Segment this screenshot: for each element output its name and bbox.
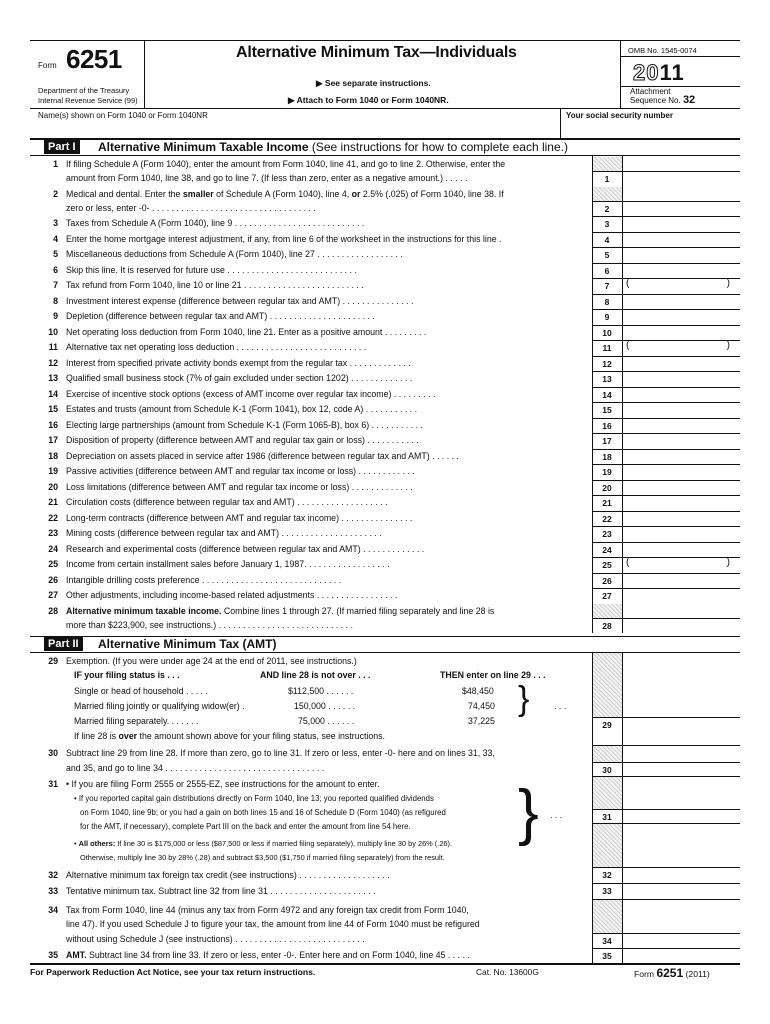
line-box-12: 12 xyxy=(602,358,612,369)
line-box-4: 4 xyxy=(604,234,610,245)
line-33-amount[interactable] xyxy=(622,884,740,899)
sequence-number: 32 xyxy=(682,94,696,106)
status-single: Single or head of household . . . . . xyxy=(74,686,208,696)
line-box-13: 13 xyxy=(602,374,612,384)
line-box-1: 1 xyxy=(604,174,610,184)
line-number: 20 xyxy=(48,481,58,492)
line-text: Net operating loss deduction from Form 1040, line 21. Enter as a positive amount . . . . . . . . . xyxy=(66,326,427,337)
line-1-amount[interactable] xyxy=(622,172,740,186)
line-box-24: 24 xyxy=(602,544,612,555)
line-box-14: 14 xyxy=(602,389,612,400)
line-box-15: 15 xyxy=(602,405,612,415)
close-paren-icon: ) xyxy=(726,557,730,568)
line-text: Skip this line. It is reserved for future use . . . . . . . . . . . . . . . . . . . . . . . . . . . xyxy=(66,264,357,275)
line-text: Enter the home mortgage interest adjustment, if any, from line 6 of the worksheet in the instructions for this line . xyxy=(66,233,502,244)
part-2-tag: Part II xyxy=(44,637,83,651)
line-text: Disposition of property (difference between AMT and regular tax gain or loss) . . . . . . . . . . . xyxy=(66,435,419,445)
line-number: 5 xyxy=(53,249,58,259)
line-number: 21 xyxy=(48,497,58,507)
line-32-text: Alternative minimum tax foreign tax credit (see instructions) . . . . . . . . . . . . . . . . . . . xyxy=(66,870,390,880)
line-box-2: 2 xyxy=(604,203,610,214)
line-number: 16 xyxy=(48,419,58,430)
line-box-18: 18 xyxy=(602,451,612,462)
line-box-20: 20 xyxy=(602,482,612,493)
shaded-area xyxy=(592,187,622,202)
line-5-amount[interactable] xyxy=(622,248,740,262)
line-box-8: 8 xyxy=(604,296,610,307)
line-number: 7 xyxy=(53,280,58,290)
line-text: Alternative minimum taxable income. Combine lines 1 through 27. (If married filing separately and line 28 is xyxy=(66,605,495,616)
line-box-34: 34 xyxy=(602,936,612,946)
line-30-text: Subtract line 29 from line 28. If more than zero, go to line 31. If zero or less, enter -0- here and on lines 31, 33, xyxy=(66,748,495,758)
limit-married-jointly: 150,000 . . . . . . xyxy=(294,701,356,711)
line-number: 8 xyxy=(53,295,58,306)
line-number: 2 xyxy=(53,188,58,199)
status-married-jointly: Married filing jointly or qualifying widow(er) . xyxy=(74,701,245,711)
line-14-amount[interactable] xyxy=(622,388,740,402)
line-20-amount[interactable] xyxy=(622,481,740,495)
line-30-amount[interactable] xyxy=(622,762,740,777)
attachment-sequence xyxy=(630,87,695,105)
line-16-amount[interactable] xyxy=(622,419,740,433)
line-35-text: AMT. Subtract line 34 from line 33. If zero or less, enter -0-. Enter here and on Form 1040, line 45 . . . . . xyxy=(66,950,470,960)
omb-number: OMB No. 1545-0074 xyxy=(628,46,697,55)
line-text: Other adjustments, including income-based related adjustments . . . . . . . . . . . . . . . . . xyxy=(66,590,398,600)
line-box-30: 30 xyxy=(592,762,622,777)
line-text: Mining costs (difference between regular tax and AMT) . . . . . . . . . . . . . . . . . . . . . xyxy=(66,528,382,538)
department-line-1: Department of the Treasury xyxy=(38,86,130,95)
line-34-text-3: without using Schedule J (see instructions) . . . . . . . . . . . . . . . . . . . . . . . . . . . xyxy=(66,934,365,944)
line-box-10: 10 xyxy=(602,327,612,338)
footer-year: (2011) xyxy=(685,969,710,979)
year-prefix: 20 xyxy=(633,60,660,85)
attachment-label: Attachment xyxy=(630,87,671,96)
line-number: 32 xyxy=(48,870,58,880)
line-number: 30 xyxy=(48,748,58,758)
attach-note: ▶ Attach to Form 1040 or Form 1040NR. xyxy=(288,95,449,105)
line-box-9: 9 xyxy=(604,312,610,322)
part-1-title xyxy=(98,140,568,154)
line-text-2: amount from Form 1040, line 38, and go to line 7. (If less than zero, enter as a negative amount.) . . . . . xyxy=(66,173,468,183)
line-text: Qualified small business stock (7% of gain excluded under section 1202) . . . . . . . . . . . . . xyxy=(66,373,413,383)
line-33-text: Tentative minimum tax. Subtract line 32 from line 31 . . . . . . . . . . . . . . . . . . . . . . xyxy=(66,886,376,896)
line-text-2: zero or less, enter -0- . . . . . . . . . . . . . . . . . . . . . . . . . . . . . . . . . . xyxy=(66,202,316,213)
col-filing-status: IF your filing status is . . . xyxy=(74,670,180,680)
line-29-note: If line 28 is over the amount shown above for your filing status, see instructions. xyxy=(74,731,386,741)
line-text: Interest from specified private activity bonds exempt from the regular tax . . . . . . . . . . . . . xyxy=(66,357,411,368)
line-4-amount[interactable] xyxy=(622,233,740,247)
line-number: 31 xyxy=(48,779,58,789)
line-number: 19 xyxy=(48,466,58,476)
name-field[interactable] xyxy=(38,122,558,136)
line-31-bullet-1: • If you are filing Form 2555 or 2555-EZ, see instructions for the amount to enter. xyxy=(66,779,380,789)
line-box-29: 29 xyxy=(592,717,622,732)
department-line-2: Internal Revenue Service (99) xyxy=(38,96,138,105)
see-instructions: ▶ See separate instructions. xyxy=(316,78,431,88)
line-text: Estates and trusts (amount from Schedule K-1 (Form 1041), box 12, code A) . . . . . . . . . . . xyxy=(66,404,418,414)
line-13-amount[interactable] xyxy=(622,372,740,386)
part-2-title: Alternative Minimum Tax (AMT) xyxy=(98,637,277,651)
close-paren-icon: ) xyxy=(726,340,730,351)
shaded-area xyxy=(592,900,622,933)
open-paren-icon: ( xyxy=(626,340,630,351)
line-31-dots: . . . xyxy=(550,810,563,820)
line-number: 12 xyxy=(48,357,58,368)
line-number: 11 xyxy=(48,342,58,352)
line-number: 9 xyxy=(53,311,58,321)
line-text: Circulation costs (difference between regular tax and AMT) . . . . . . . . . . . . . . . . . . . xyxy=(66,497,388,507)
line-number: 29 xyxy=(48,656,58,666)
line-number: 26 xyxy=(48,574,58,585)
line-box-28: 28 xyxy=(602,620,612,631)
line-28-amount[interactable] xyxy=(622,619,740,633)
line-30-text-2: and 35, and go to line 34 . . . . . . . . . . . . . . . . . . . . . . . . . . . . . . . . . xyxy=(66,763,325,773)
line-number: 25 xyxy=(48,559,58,569)
line-26-amount[interactable] xyxy=(622,574,740,588)
line-number: 14 xyxy=(48,388,58,399)
col-line-29-amount: THEN enter on line 29 . . . xyxy=(440,670,546,680)
line-31-amount[interactable] xyxy=(622,809,740,824)
line-number: 17 xyxy=(48,435,58,445)
line-box-3: 3 xyxy=(604,219,610,229)
line-34-text: Tax from Form 1040, line 44 (minus any tax from Form 4972 and any foreign tax credit from Form 1040, xyxy=(66,905,469,915)
open-paren-icon: ( xyxy=(626,557,630,568)
line-29-dots: . . . xyxy=(554,701,567,711)
line-box-5: 5 xyxy=(604,250,610,260)
line-34-amount[interactable] xyxy=(622,934,740,948)
form-number: 6251 xyxy=(66,44,122,74)
line-text: Income from certain installment sales before January 1, 1987. . . . . . . . . . . . . . . . . . xyxy=(66,559,390,569)
line-32-amount[interactable] xyxy=(622,868,740,883)
line-text: Intangible drilling costs preference . . . . . . . . . . . . . . . . . . . . . . . . . . . . . xyxy=(66,574,342,585)
line-box-32: 32 xyxy=(602,870,612,880)
line-box-31: 31 xyxy=(592,809,622,824)
line-number: 24 xyxy=(48,543,58,554)
line-6-amount[interactable] xyxy=(622,264,740,278)
open-paren-icon: ( xyxy=(626,278,630,289)
line-number: 27 xyxy=(48,590,58,600)
line-number: 33 xyxy=(48,886,58,896)
tax-year xyxy=(633,60,685,86)
line-text: Electing large partnerships (amount from Schedule K-1 (Form 1065-B), box 6) . . . . . . . . . . . xyxy=(66,419,423,430)
line-number: 10 xyxy=(48,326,58,337)
line-21-amount[interactable] xyxy=(622,496,740,510)
limit-married-separately: 75,000 . . . . . . xyxy=(298,716,355,726)
line-box-21: 21 xyxy=(602,498,612,508)
line-15-amount[interactable] xyxy=(622,403,740,417)
line-box-11: 11 xyxy=(602,343,612,353)
line-31-bullet-2b: on Form 1040, line 9b; or you had a gain on both lines 15 and 16 of Schedule D (Form 1040) (as refigured xyxy=(80,808,446,817)
part-1-title-note: (See instructions for how to complete each line.) xyxy=(311,140,568,154)
line-box-35: 35 xyxy=(602,951,612,961)
status-married-separately: Married filing separately. . . . . . . xyxy=(74,716,199,726)
line-text: Medical and dental. Enter the smaller of Schedule A (Form 1040), line 4, or 2.5% (.025) of Form 1040, line 38. If xyxy=(66,188,504,199)
line-text: Alternative tax net operating loss deduction . . . . . . . . . . . . . . . . . . . . . . . . . . . xyxy=(66,342,367,352)
form-label: Form xyxy=(38,61,57,70)
line-text-2: more than $223,900, see instructions.) . . . . . . . . . . . . . . . . . . . . . . . . . . . . xyxy=(66,619,353,630)
line-box-26: 26 xyxy=(602,575,612,586)
shaded-area xyxy=(592,604,622,619)
line-31-bullet-3a: • All others: If line 30 is $175,000 or less ($87,500 or less if married filing separately), multiply line 30 by 26% (.26). xyxy=(74,839,453,848)
line-24-amount[interactable] xyxy=(622,543,740,557)
line-11-amount[interactable] xyxy=(622,341,740,355)
line-text: If filing Schedule A (Form 1040), enter the amount from Form 1040, line 41, and go to line 2. Otherwise, enter the xyxy=(66,159,506,169)
footer-form-number: 6251 xyxy=(656,966,684,980)
line-27-amount[interactable] xyxy=(622,589,740,603)
line-box-33: 33 xyxy=(602,886,612,896)
line-34-text-2: line 47). If you used Schedule J to figure your tax, the amount from line 44 of Form 1040 must be refigured xyxy=(66,919,480,929)
line-text: Loss limitations (difference between AMT and regular tax income or loss) . . . . . . . . . . . . . xyxy=(66,481,413,492)
exemption-married-jointly: 74,450 xyxy=(468,701,495,711)
line-text: Tax refund from Form 1040, line 10 or line 21 . . . . . . . . . . . . . . . . . . . . . . . . . xyxy=(66,280,364,290)
line-text: Depreciation on assets placed in service after 1986 (difference between regular tax and AMT) . . . . . . xyxy=(66,450,459,461)
line-7-amount[interactable] xyxy=(622,279,740,293)
line-box-19: 19 xyxy=(602,467,612,477)
catalog-number: Cat. No. 13600G xyxy=(476,967,539,977)
line-box-25: 25 xyxy=(602,560,612,570)
line-number: 1 xyxy=(53,159,58,169)
ssn-label: Your social security number xyxy=(566,111,673,120)
line-2-amount[interactable] xyxy=(622,202,740,216)
close-paren-icon: ) xyxy=(726,278,730,289)
form-6251 xyxy=(30,40,740,990)
footer-form-id xyxy=(634,966,710,980)
line-text: Investment interest expense (difference between regular tax and AMT) . . . . . . . . . . . . . . . xyxy=(66,295,414,306)
line-18-amount[interactable] xyxy=(622,450,740,464)
line-text: Research and experimental costs (difference between regular tax and AMT) . . . . . . . . . . . . . xyxy=(66,543,425,554)
line-25-amount[interactable] xyxy=(622,558,740,572)
line-35-amount[interactable] xyxy=(622,949,740,963)
line-number: 13 xyxy=(48,373,58,383)
line-number: 23 xyxy=(48,528,58,538)
line-31-bullet-3b: Otherwise, multiply line 30 by 28% (.28) and subtract $3,500 ($1,750 if married filing separately) from the result. xyxy=(80,853,445,862)
line-number: 28 xyxy=(48,605,58,616)
line-number: 35 xyxy=(48,950,58,960)
line-number: 3 xyxy=(53,218,58,228)
line-number: 22 xyxy=(48,512,58,523)
shaded-area xyxy=(592,824,622,867)
part-1-tag: Part I xyxy=(44,140,80,154)
line-text: Long-term contracts (difference between AMT and regular tax income) . . . . . . . . . . . . . . . xyxy=(66,512,413,523)
line-9-amount[interactable] xyxy=(622,310,740,324)
line-12-amount[interactable] xyxy=(622,357,740,371)
line-text: Miscellaneous deductions from Schedule A (Form 1040), line 27 . . . . . . . . . . . . . . . . . . xyxy=(66,249,403,259)
line-box-7: 7 xyxy=(604,281,610,291)
part-1-title-text: Alternative Minimum Taxable Income xyxy=(98,140,309,154)
shaded-area xyxy=(592,746,622,762)
line-box-23: 23 xyxy=(602,529,612,539)
line-31-bullet-2a: • If you reported capital gain distributions directly on Form 1040, line 13; you reported qualified dividends xyxy=(74,794,434,803)
line-text: Passive activities (difference between AMT and regular tax income or loss) . . . . . . . . . . . . xyxy=(66,466,415,476)
form-title: Alternative Minimum Tax—Individuals xyxy=(236,44,517,61)
line-text: Depletion (difference between regular tax and AMT) . . . . . . . . . . . . . . . . . . . . . . xyxy=(66,311,375,321)
line-29-intro: Exemption. (If you were under age 24 at the end of 2011, see instructions.) xyxy=(66,656,357,666)
footer-form-word: Form xyxy=(634,969,655,979)
line-text: Taxes from Schedule A (Form 1040), line 9 . . . . . . . . . . . . . . . . . . . . . . . . . . . xyxy=(66,218,365,228)
shaded-area xyxy=(592,157,622,172)
brace-icon: } xyxy=(518,778,539,847)
brace-icon: } xyxy=(518,680,530,718)
col-line-28-limit: AND line 28 is not over . . . xyxy=(260,670,371,680)
shaded-area xyxy=(592,653,622,717)
department xyxy=(38,86,138,106)
year-suffix: 11 xyxy=(659,60,685,85)
line-number: 6 xyxy=(53,264,58,275)
line-number: 4 xyxy=(53,233,58,244)
line-19-amount[interactable] xyxy=(622,465,740,479)
line-8-amount[interactable] xyxy=(622,295,740,309)
limit-single: $112,500 . . . . . . xyxy=(288,686,354,696)
paperwork-notice: For Paperwork Reduction Act Notice, see your tax return instructions. xyxy=(30,967,316,977)
line-29-amount[interactable] xyxy=(622,717,740,732)
exemption-single: $48,450 xyxy=(462,686,494,696)
line-23-amount[interactable] xyxy=(622,527,740,541)
shaded-area xyxy=(592,777,622,809)
line-box-16: 16 xyxy=(602,420,612,431)
line-text: Exercise of incentive stock options (excess of AMT income over regular tax income) . . . . . . . . . xyxy=(66,388,436,399)
line-box-17: 17 xyxy=(602,436,612,446)
line-number: 18 xyxy=(48,450,58,461)
line-31-bullet-2c: for the AMT, if necessary), complete Part III on the back and enter the amount from line 54 here. xyxy=(80,822,411,831)
line-number: 34 xyxy=(48,905,58,915)
line-box-6: 6 xyxy=(604,265,610,276)
line-number: 15 xyxy=(48,404,58,414)
names-label: Name(s) shown on Form 1040 or Form 1040NR xyxy=(38,111,208,120)
line-10-amount[interactable] xyxy=(622,326,740,340)
line-17-amount[interactable] xyxy=(622,434,740,448)
line-22-amount[interactable] xyxy=(622,512,740,526)
exemption-married-separately: 37,225 xyxy=(468,716,495,726)
line-3-amount[interactable] xyxy=(622,217,740,231)
ssn-field[interactable] xyxy=(566,122,736,136)
line-box-27: 27 xyxy=(602,591,612,601)
sequence-label: Sequence No. xyxy=(630,96,681,105)
line-box-22: 22 xyxy=(602,513,612,524)
